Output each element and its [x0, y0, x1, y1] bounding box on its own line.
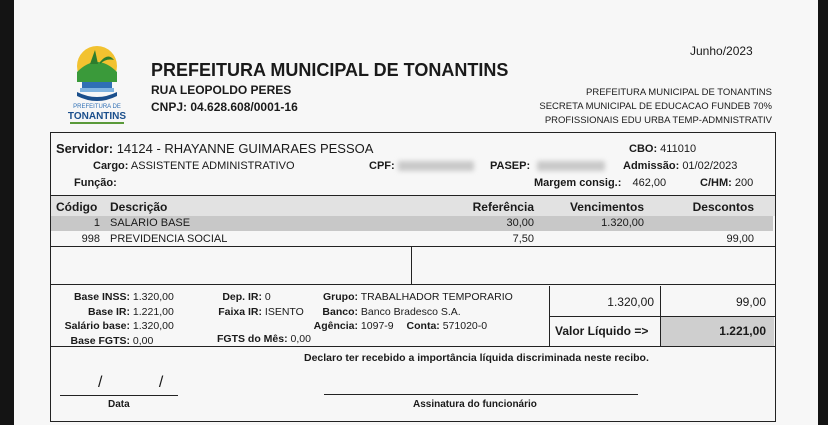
declaration-text: Declaro ter recebido a importância líquida discriminada neste recibo.: [304, 352, 649, 364]
pasep-field: [490, 160, 605, 172]
base-ir-label: Base IR:: [87, 305, 130, 318]
col-referencia: Referência: [472, 200, 534, 214]
row-codigo: 998: [81, 233, 100, 245]
faixa-ir-label: Faixa IR:: [218, 305, 262, 318]
pasep-label: PASEP:: [490, 160, 531, 172]
dept-line-1: PREFEITURA MUNICIPAL DE TONANTINS: [586, 87, 772, 98]
cbo-value: 411010: [660, 143, 697, 155]
dept-line-3: PROFISSIONAIS EDU URBA TEMP-ADMNISTRATIV: [544, 115, 772, 126]
fgts-mes-value: 0,00: [290, 333, 311, 345]
dep-ir-label: Dep. IR:: [222, 291, 262, 303]
margem-value: 462,00: [632, 177, 667, 189]
row-codigo: 1: [93, 217, 100, 229]
base-inss-label: Base INSS:: [73, 291, 130, 303]
row-descontos: 99,00: [726, 233, 754, 245]
agencia-value: 1097-9: [360, 320, 394, 332]
data-label: Data: [108, 399, 130, 410]
admissao-value: 01/02/2023: [682, 160, 738, 172]
cbo-label: CBO:: [629, 143, 658, 155]
funcao-label: Função:: [74, 177, 117, 189]
cpf-field: [369, 160, 474, 172]
org-name: PREFEITURA MUNICIPAL DE TONANTINS: [151, 60, 509, 80]
conta-value: 571020-0: [442, 320, 488, 332]
servidor-label: Servidor:: [56, 141, 114, 156]
fgts-mes-label: FGTS do Mês:: [217, 333, 288, 345]
logo-text: TONANTINS: [67, 111, 127, 122]
fgts-mes-field: [217, 333, 311, 345]
signature-label: Assinatura do funcionário: [413, 399, 537, 410]
city-logo: [62, 42, 132, 128]
base-fgts-label: Base FGTS:: [70, 334, 130, 347]
col-descricao: Descrição: [110, 200, 168, 214]
cbo-field: [629, 143, 696, 155]
servidor-value: 14124 - RHAYANNE GUIMARAES PESSOA: [116, 141, 374, 156]
conta-label: Conta:: [406, 320, 440, 332]
row-descricao: SALARIO BASE: [110, 217, 191, 229]
payroll-period: Junho/2023: [690, 44, 753, 58]
banco-value: Banco Bradesco S.A.: [360, 305, 461, 318]
admissao-field: [623, 160, 737, 172]
margem-field: [534, 177, 666, 189]
faixa-ir-value: ISENTO: [264, 305, 304, 318]
row-referencia: 30,00: [506, 217, 534, 229]
base-ir-value: 1.221,00: [132, 305, 174, 318]
col-vencimentos: Vencimentos: [569, 200, 644, 214]
valor-liquido-value: 1.221,00: [719, 324, 766, 338]
logo-emblem-icon: [62, 42, 132, 128]
chm-label: C/HM:: [700, 177, 732, 189]
valor-liquido-label: Valor Líquido =>: [555, 324, 649, 338]
cargo-value: ASSISTENTE ADMINISTRATIVO: [130, 160, 295, 172]
date-slashes: / /: [98, 374, 190, 391]
salario-base-label: Salário base:: [64, 320, 130, 332]
cpf-redacted: [398, 161, 474, 171]
ir-block: [210, 290, 304, 319]
chm-field: [700, 177, 753, 189]
org-cnpj: CNPJ: 04.628.608/0001-16: [151, 100, 298, 114]
payslip-page: [14, 0, 818, 425]
col-codigo: Código: [56, 200, 98, 214]
total-vencimentos: 1.320,00: [607, 295, 654, 309]
base-fgts-value: 0,00: [132, 334, 154, 347]
cargo-label: Cargo:: [93, 160, 129, 172]
base-inss-value: 1.320,00: [132, 291, 174, 303]
grupo-value: TRABALHADOR TEMPORARIO: [360, 291, 513, 303]
col-descontos: Descontos: [692, 200, 754, 214]
bank-block: [312, 290, 513, 334]
dep-ir-value: 0: [264, 291, 271, 303]
row-vencimentos: 1.320,00: [601, 217, 644, 229]
cpf-label: CPF:: [369, 160, 395, 172]
org-address: RUA LEOPOLDO PERES: [151, 83, 292, 97]
grupo-label: Grupo:: [323, 291, 358, 303]
cargo-field: [93, 160, 295, 172]
dept-line-2: SECRETA MUNICIPAL DE EDUCACAO FUNDEB 70%: [539, 101, 772, 112]
row-descricao: PREVIDENCIA SOCIAL: [110, 233, 228, 245]
total-descontos: 99,00: [735, 295, 766, 309]
chm-value: 200: [734, 177, 754, 189]
margem-label: Margem consig.:: [534, 177, 622, 189]
salario-base-value: 1.320,00: [132, 320, 174, 332]
pasep-redacted: [537, 161, 605, 171]
agencia-label: Agência:: [313, 320, 358, 332]
row-referencia: 7,50: [512, 233, 534, 245]
bases-block: [56, 290, 174, 348]
logo-small-text: PREFEITURA DE: [73, 104, 121, 110]
servidor-field: [56, 141, 373, 156]
banco-label: Banco:: [322, 305, 358, 318]
admissao-label: Admissão:: [623, 160, 680, 172]
